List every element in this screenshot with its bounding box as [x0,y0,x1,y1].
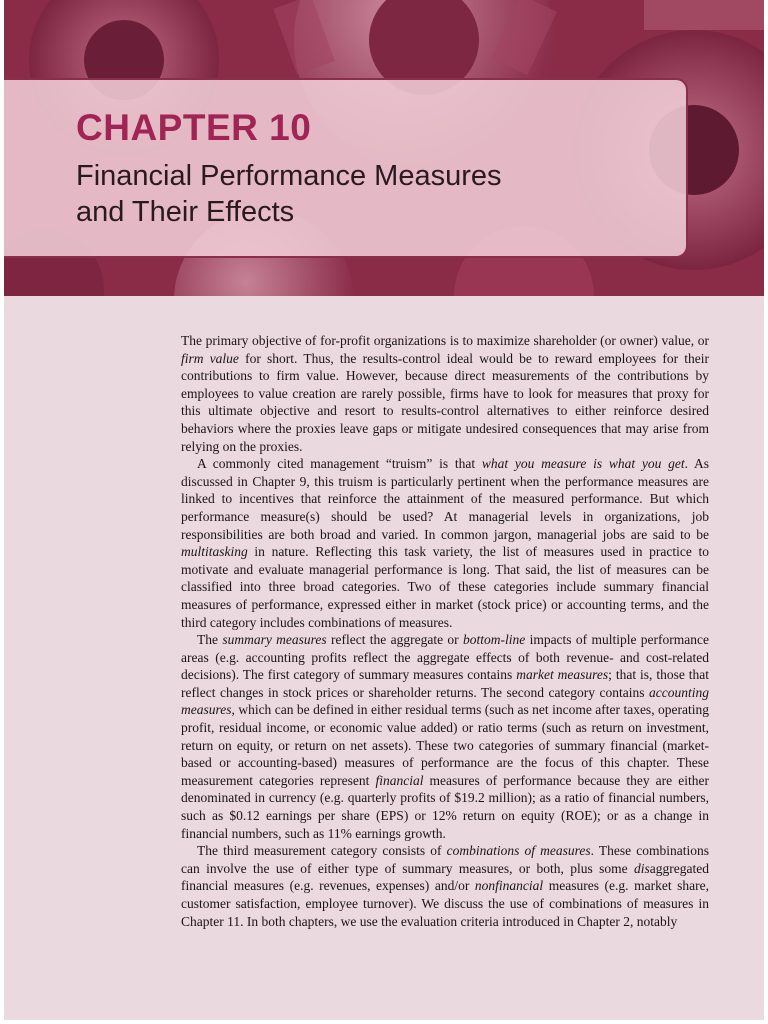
emphasized-term: combinations of measures [446,843,591,859]
chapter-title-line-2: and Their Effects [76,196,295,228]
emphasized-term: bottom-line [462,632,526,648]
paragraph-text: . These combinations can involve the use of either type of summary measures, or both, plus some [181,843,709,876]
paragraph-text: The primary objective of for-profit organizations is to maximize shareholder (or owner) value, or [181,333,709,348]
emphasized-term: multitasking [181,544,248,560]
book-page [4,0,764,1020]
chapter-number: CHAPTER 10 [76,107,312,148]
emphasized-term: accounting measures [181,684,709,718]
emphasized-term: nonfinancial [474,878,544,894]
paragraph-text: The third measurement category consists of [197,843,447,859]
paragraph-text: impacts of multiple performance areas (e.g. accounting profits reflect the aggregate effects of both revenue- and cost-related decisions). The first category of summary measures contains [181,632,709,683]
chapter-body-text [181,332,709,930]
body-paragraph [181,332,709,455]
chapter-banner [4,0,764,296]
paragraph-text: measures (e.g. market share, customer satisfaction, employee turnover). We discuss the use of combinations of measures in Chapter 11. In both chapters, we use the evaluation criteria introduced in Chapter 2, notably [181,878,709,929]
paragraph-text: aggregated financial measures (e.g. revenues, expenses) and/or [181,860,709,894]
paragraph-text: measures of performance because they are either denominated in currency (e.g. quarterly profits of $19.2 million); as a ratio of financial numbers, such as $0.12 earnings per share (EPS) or 12% return on equity (ROE); or as a change in financial numbers, such as 11% earnings growth. [181,772,709,841]
paragraph-text: A commonly cited management “truism” is that [197,456,482,472]
chapter-title-line-1: Financial Performance Measures [76,160,502,192]
emphasized-term: market measures [516,667,609,683]
emphasized-term: financial [375,772,424,788]
paragraph-text: in nature. Reflecting this task variety, the list of measures used in practice to motivate and evaluate managerial performance is long. That said, the list of measures can be classified into three broad categories. Two of these categories include summary financial measures of performance, expressed either in market (stock price) or accounting terms, and the third category includes combinations of measures. [181,544,709,630]
emphasized-term: summary measures [222,632,327,648]
chapter-title-panel [4,78,688,258]
paragraph-text: , which can be defined in either residual terms (such as net income after taxes, operating profit, residual income, or economic value added) or ratio terms (such as return on investment, return on equity, or return on net assets). These two categories of summary financial (market-based or accounting-based) measures of performance are the focus of this chapter. These measurement categories represent [181,702,709,788]
paragraph-text: reflect the aggregate or [326,632,463,648]
paragraph-text: ; that is, those that reflect changes in stock prices or shareholder returns. The second category contains [181,667,709,700]
chapter-title [76,158,636,230]
body-paragraph [181,842,709,930]
paragraph-text: . As discussed in Chapter 9, this truism is particularly pertinent when the performance measures are linked to incentives that reinforce the attainment of the measured performance. But which performance measure(s) should be used? At managerial levels in organizations, job responsibilities are both broad and varied. In common jargon, managerial jobs are said to be [181,456,710,542]
body-paragraph [181,455,709,631]
emphasized-term: firm value [181,350,239,366]
emphasized-term: dis [634,860,650,876]
body-paragraph [181,631,709,842]
paragraph-text: The [197,632,223,648]
emphasized-term: what you measure is what you get [481,456,685,472]
paragraph-text: for short. Thus, the results-control ideal would be to reward employees for their contributions to firm value. However, because direct measurements of the contributions by employees to value creation are rarely possible, firms have to look for measures that proxy for this ultimate objective and resort to results-control alternatives to either reinforce desired behaviors where the proxies leave gaps or mitigate undesired consequences that may arise from relying on the proxies. [181,350,709,454]
